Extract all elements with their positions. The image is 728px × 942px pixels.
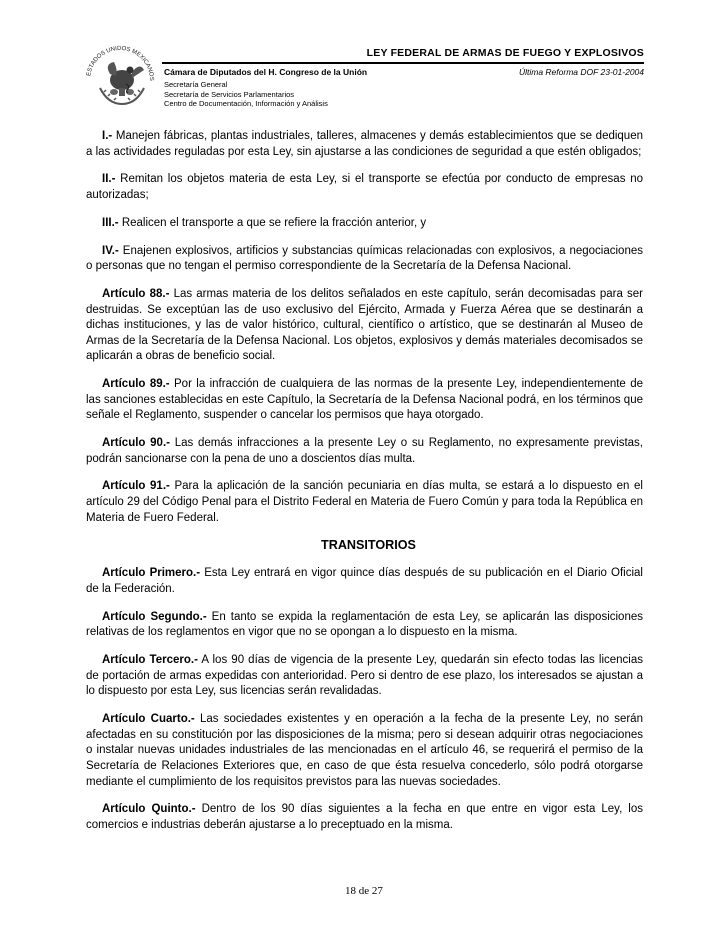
paragraph-text: Remitan los objetos materia de esta Ley, si el transporte se efectúa por conducto de empresas no autorizadas; <box>86 173 643 201</box>
paragraph-text: Para la aplicación de la sanción pecuniaria en días multa, se estará a lo dispuesto en el artículo 29 del Código Penal para el Distrito Federal en Materia de Fuero Común y para toda la República en Materia de Fuero Federal. <box>86 480 643 524</box>
paragraph-text: Las sociedades existentes y en operación a la fecha de la presente Ley, no serán afectadas en su constitución por las disposiciones de la misma; pero si desean adquirir otras negociaciones o instalar nuevas unidades industriales de las mencionadas en el artículo 46, se requerirá el permiso de la Secretaría de Relaciones Exteriores que, en caso de que ésta resuelva concederlo, sólo podrá otorgarse mediante el cumplimiento de los requisitos previstos para las nuevas sociedades. <box>86 713 643 788</box>
paragraph-lead: Artículo 89.- <box>102 378 170 391</box>
paragraph-fraction-ii <box>86 172 643 203</box>
header-subline: Secretaría General <box>164 80 228 89</box>
paragraph-lead: I.- <box>102 130 113 142</box>
seal-text: ESTADOS UNIDOS MEXICANOS <box>86 45 155 81</box>
paragraph-text: Las demás infracciones a la presente Ley o su Reglamento, no expresamente previstas, podrán sancionarse con la pena de uno a doscientos días multa. <box>86 437 643 465</box>
paragraph-lead: Artículo Primero.- <box>102 567 201 580</box>
paragraph-fraction-i <box>86 129 643 160</box>
paragraph-lead: Artículo 90.- <box>102 437 170 450</box>
paragraph-text: Las armas materia de los delitos señalados en este capítulo, serán decomisadas para ser destruidas. Se exceptúan las de uso exclusivo del Ejército, Armada y Fuerza Aérea que se destinarán a dichas instituciones, y las de valor histórico, cultural, científico o artístico, que se destinarán al Museo de Armas de la Secretaría de la Defensa Nacional. Los objetos, explosivos y demás materiales decomisados se aplicarán a obras de beneficio social. <box>86 287 643 363</box>
paragraph-article-91 <box>86 479 643 526</box>
paragraph-lead: Artículo 91.- <box>102 480 170 493</box>
paragraph-transitorio-3 <box>86 653 643 700</box>
paragraph-fraction-iii <box>86 216 643 232</box>
last-reform-date: Última Reforma DOF 23-01-2004 <box>518 67 644 77</box>
paragraph-transitorio-5 <box>86 802 643 833</box>
chamber-name: Cámara de Diputados del H. Congreso de la Unión <box>164 67 368 77</box>
paragraph-lead: Artículo 88.- <box>102 287 170 300</box>
paragraph-lead: Artículo Segundo.- <box>102 610 207 623</box>
paragraph-lead: Artículo Tercero.- <box>102 654 198 667</box>
paragraph-lead: Artículo Cuarto.- <box>102 713 195 726</box>
paragraph-article-89 <box>86 377 643 424</box>
document-body <box>86 129 643 846</box>
paragraph-article-90 <box>86 436 643 467</box>
coat-of-arms-icon <box>80 40 160 110</box>
paragraph-lead: II.- <box>102 173 116 186</box>
paragraph-text: Manejen fábricas, plantas industriales, talleres, almacenes y demás establecimientos que se dediquen a las actividades reguladas por esta Ley, sin ajustarse a las condiciones de seguridad a que estén obligados; <box>86 130 643 158</box>
header-divider <box>162 62 644 64</box>
paragraph-article-88 <box>86 287 643 365</box>
document-title: LEY FEDERAL DE ARMAS DE FUEGO Y EXPLOSIVOS <box>366 47 644 59</box>
paragraph-lead: Artículo Quinto.- <box>102 803 196 816</box>
paragraph-transitorio-1 <box>86 566 643 597</box>
header-subline: Secretaría de Servicios Parlamentarios <box>164 89 295 99</box>
paragraph-lead: IV.- <box>102 244 119 257</box>
paragraph-transitorio-4 <box>86 712 643 790</box>
paragraph-text: Enajenen explosivos, artificios y substancias químicas relacionadas con explosivos, a negociaciones o personas que no tengan el permiso correspondiente de la Secretaría de la Defensa Nacional. <box>86 244 643 273</box>
paragraph-text: Dentro de los 90 días siguientes a la fecha en que entre en vigor esta Ley, los comercios e industrias deberán ajustarse a lo preceptuado en la misma. <box>86 803 643 831</box>
page-number: 18 de 27 <box>345 885 383 897</box>
paragraph-transitorio-2 <box>86 610 643 641</box>
paragraph-text: Esta Ley entrará en vigor quince días después de su publicación en el Diario Oficial de la Federación. <box>86 567 643 596</box>
paragraph-text: A los 90 días de vigencia de la presente Ley, quedarán sin efecto todas las licencias de portación de armas expedidas con anterioridad. Pero si dentro de ese plazo, los interesados se ajustan a lo dispuesto por esta Ley, sus licencias serán revalidadas. <box>86 654 643 698</box>
paragraph-text: Por la infracción de cualquiera de las normas de la presente Ley, independientemente de las sanciones establecidas en este Capítulo, la Secretaría de la Defensa Nacional podrá, en los términos que señale el Reglamento, suspender o cancelar los permisos que haya otorgado. <box>86 378 643 422</box>
paragraph-fraction-iv <box>86 244 643 275</box>
header-subline: Centro de Documentación, Información y Análisis <box>164 99 328 108</box>
paragraph-text: En tanto se expida la reglamentación de esta Ley, se aplicarán las disposiciones relativas de los reglamentos en vigor que no se opongan a lo dispuesto en la misma. <box>86 610 643 639</box>
paragraph-lead: III.- <box>102 216 119 229</box>
paragraph-text: Realicen el transporte a que se refiere la fracción anterior, y <box>118 216 427 229</box>
section-heading-transitorios: TRANSITORIOS <box>321 538 416 553</box>
